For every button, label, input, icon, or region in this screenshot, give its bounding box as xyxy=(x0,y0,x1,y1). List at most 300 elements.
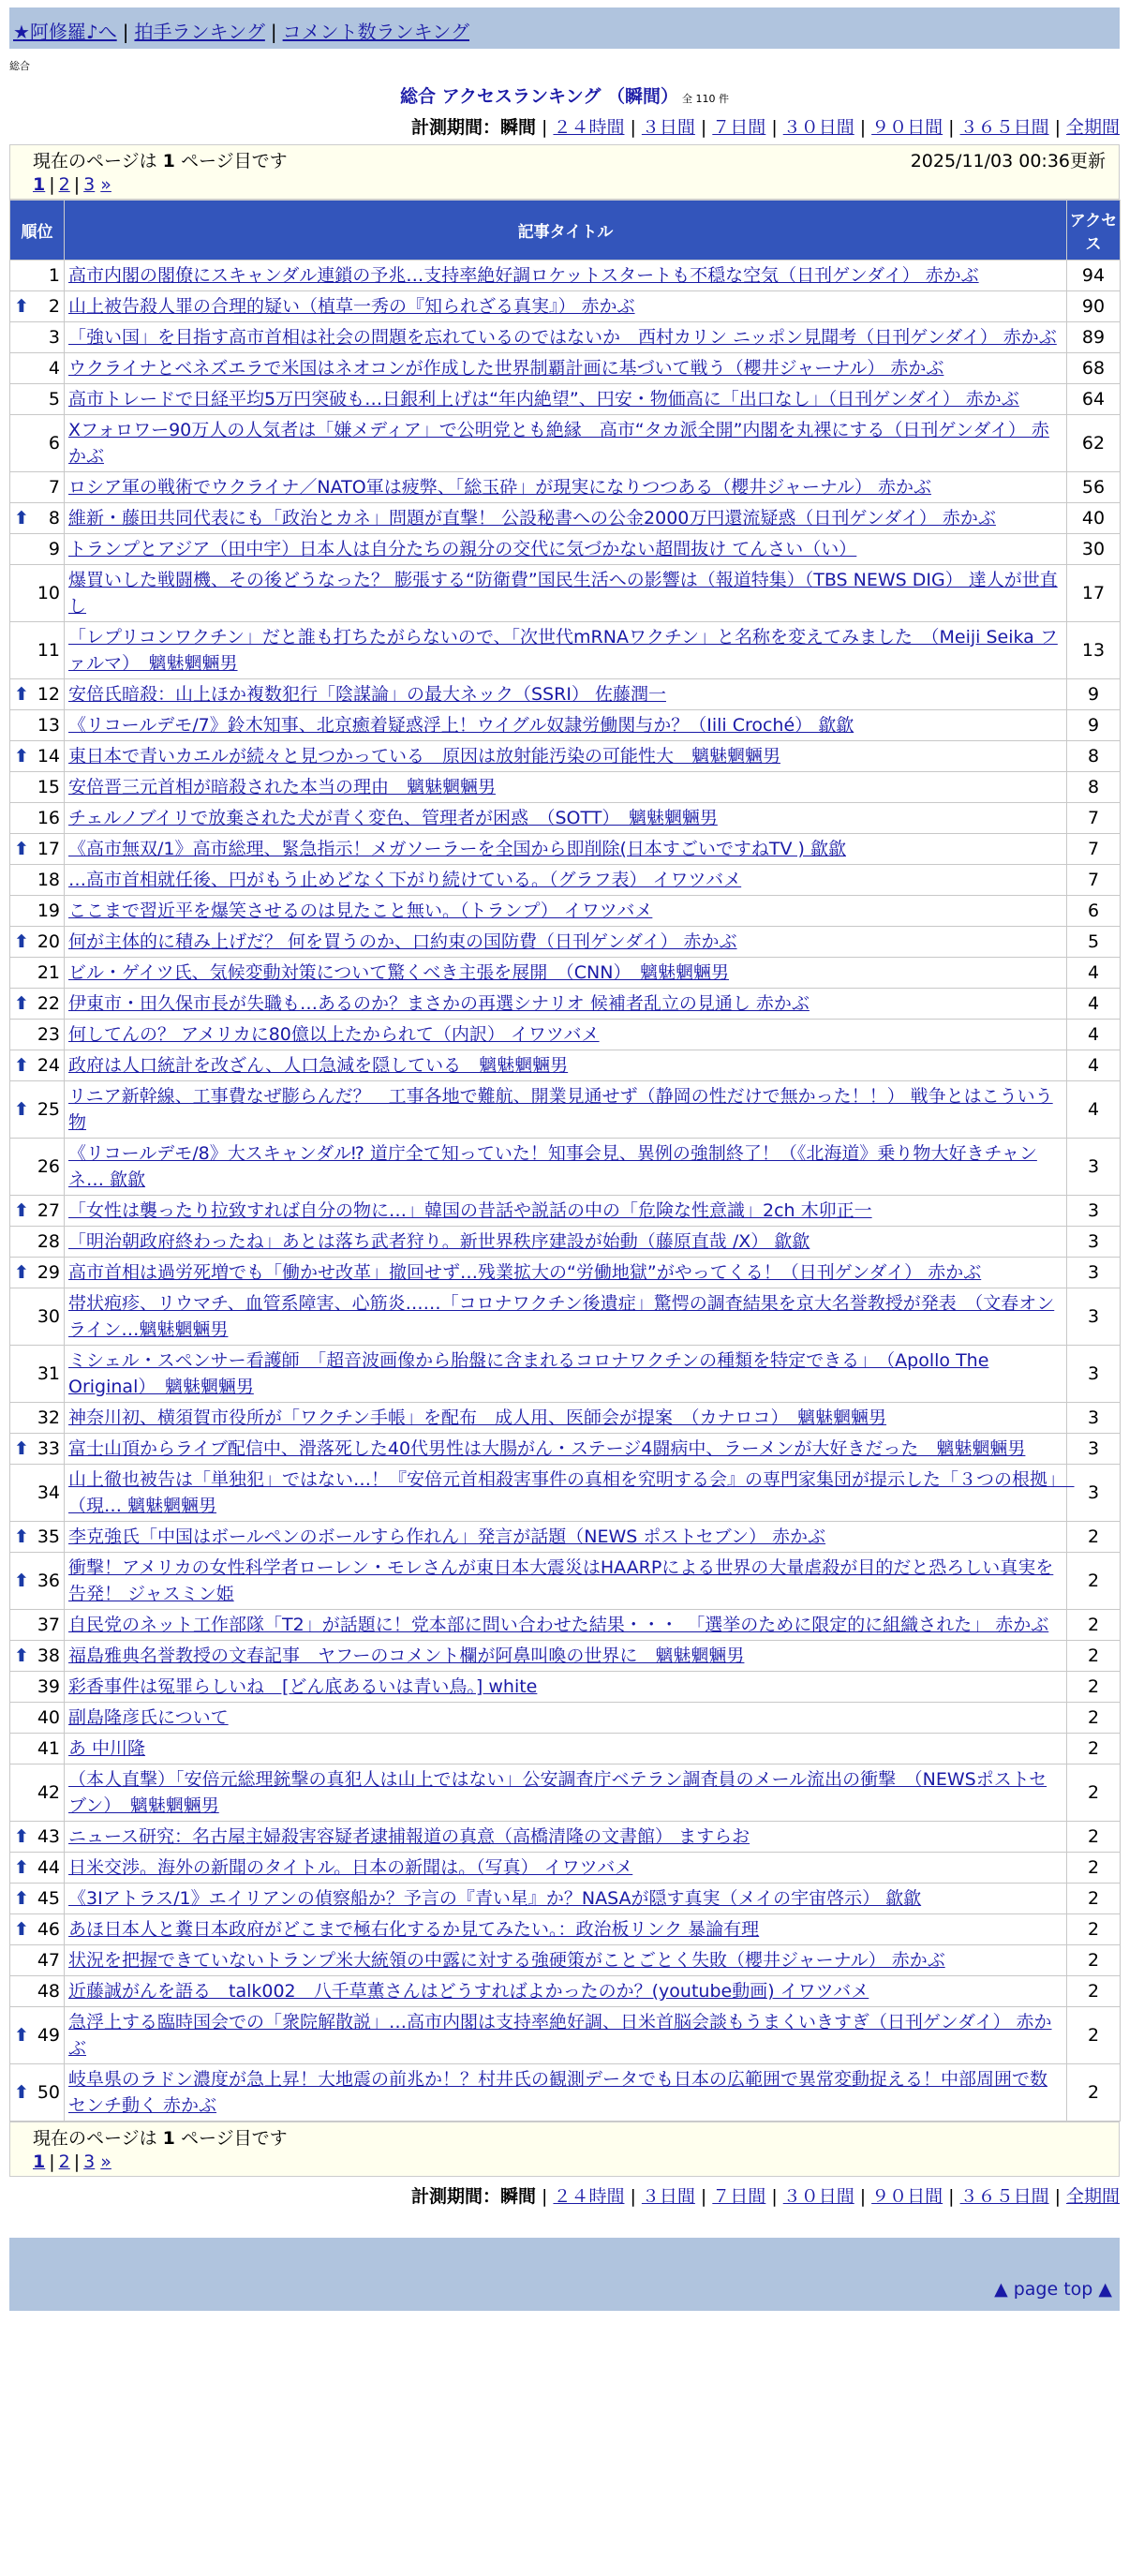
next-page-link[interactable]: » xyxy=(100,2152,111,2172)
title-cell xyxy=(65,1641,1067,1672)
article-link[interactable]: （本人直撃）「安倍元総理銃撃の真犯人は山上ではない」公安調査庁ベテラン調査員のメール流出の衝撃 （NEWSポストセブン） 魑魅魍魎男 xyxy=(68,1769,1047,1816)
updated-timestamp: 2025/11/03 00:36更新 xyxy=(910,151,1106,171)
article-link[interactable]: …高市首相就任後、円がもう止めどなく下がり続けている。（グラフ表） イワツバメ xyxy=(68,870,742,890)
article-link[interactable]: 何が主体的に積み上げだ？ 何を買うのか、口約束の国防費（日刊ゲンダイ） 赤かぶ xyxy=(68,931,737,952)
table-row xyxy=(10,1139,1121,1196)
article-link[interactable]: 伊東市・田久保市長が失職も…あるのか？まさかの再選シナリオ 候補者乱立の見通し 赤かぶ xyxy=(68,993,810,1014)
rank-up-arrow-icon: ⬆ xyxy=(14,1099,29,1120)
rank-up-arrow-icon: ⬆ xyxy=(14,296,29,317)
title-cell xyxy=(65,1945,1067,1976)
article-link[interactable]: チェルノブイリで放棄された犬が青く変色、管理者が困惑 （SOTT） 魑魅魍魎男 xyxy=(68,808,718,828)
rank-cell xyxy=(10,865,65,896)
access-count: 2 xyxy=(1067,1703,1121,1734)
title-cell xyxy=(65,384,1067,415)
separator: | xyxy=(630,2186,636,2207)
article-link[interactable]: 何してんの？ アメリカに80億以上たかられて（内訳） イワツバメ xyxy=(68,1024,600,1045)
access-count: 13 xyxy=(1067,622,1121,679)
page-link[interactable]: 2 xyxy=(58,174,70,195)
breadcrumb: 総合 xyxy=(9,60,30,72)
access-count: 2 xyxy=(1067,1641,1121,1672)
rank-number: 28 xyxy=(37,1231,60,1252)
access-count: 3 xyxy=(1067,1258,1121,1288)
table-row xyxy=(10,1258,1121,1288)
title-cell xyxy=(65,1050,1067,1081)
title-cell xyxy=(65,896,1067,927)
table-row xyxy=(10,1822,1121,1853)
article-link[interactable]: あ 中川隆 xyxy=(68,1738,146,1759)
access-count: 4 xyxy=(1067,1081,1121,1139)
rank-cell xyxy=(10,1672,65,1703)
rank-cell xyxy=(10,1465,65,1522)
table-row xyxy=(10,1884,1121,1914)
rank-number: 21 xyxy=(37,962,60,983)
article-link[interactable]: 爆買いした戦闘機、その後どうなった？ 膨張する“防衛費”国民生活への影響は（報道特集）（TBS NEWS DIG） 達人が世直し xyxy=(68,570,1058,617)
current-page-prefix: 現在のページは xyxy=(33,151,157,171)
table-row xyxy=(10,261,1121,291)
separator: | xyxy=(73,2152,81,2172)
article-link[interactable]: 急浮上する臨時国会での「衆院解散説」…高市内閣は支持率絶好調、日米首脳会談もうまくいきすぎ（日刊ゲンダイ） 赤かぶ xyxy=(68,2012,1052,2059)
rank-number: 17 xyxy=(37,839,60,859)
article-link[interactable]: 衝撃！アメリカの女性科学者ローレン・モレさんが東日本大震災はHAARPによる世界の大量虐殺が目的だと恐ろしい真実を告発！ ジャスミン姫 xyxy=(68,1557,1054,1604)
article-link[interactable]: ここまで習近平を爆笑させるのは見たこと無い。（トランプ） イワツバメ xyxy=(68,901,653,921)
table-row xyxy=(10,1346,1121,1403)
article-link[interactable]: 安倍晋三元首相が暗殺された本当の理由 魑魅魍魎男 xyxy=(68,777,497,797)
title-cell xyxy=(65,472,1067,503)
access-count: 2 xyxy=(1067,1764,1121,1822)
access-count: 7 xyxy=(1067,803,1121,834)
period-link[interactable]: ３６５日間 xyxy=(959,117,1049,138)
table-row xyxy=(10,472,1121,503)
period-link[interactable]: ７日間 xyxy=(712,2186,766,2207)
rank-cell xyxy=(10,1884,65,1914)
period-link[interactable]: 全期間 xyxy=(1065,117,1120,138)
rank-cell xyxy=(10,384,65,415)
period-link[interactable]: ３日間 xyxy=(641,2186,695,2207)
separator: | xyxy=(859,2186,867,2207)
table-row xyxy=(10,1020,1121,1050)
title-cell xyxy=(65,1703,1067,1734)
period-selector-bottom xyxy=(9,2182,1120,2208)
current-page-number: 1 xyxy=(162,151,175,171)
title-cell xyxy=(65,261,1067,291)
title-cell xyxy=(65,2007,1067,2064)
access-count: 40 xyxy=(1067,503,1121,534)
table-row xyxy=(10,1288,1121,1346)
access-count: 2 xyxy=(1067,1853,1121,1884)
page-link[interactable]: 1 xyxy=(33,174,46,195)
table-row xyxy=(10,865,1121,896)
title-cell xyxy=(65,1672,1067,1703)
article-link[interactable]: 政府は人口統計を改ざん、人口急減を隠している 魑魅魍魎男 xyxy=(68,1055,569,1076)
title-cell xyxy=(65,2064,1067,2122)
rank-number: 48 xyxy=(37,1981,60,2002)
rank-number: 42 xyxy=(37,1782,60,1803)
table-row xyxy=(10,1403,1121,1434)
rank-cell xyxy=(10,472,65,503)
page-top-link[interactable]: ▲ page top ▲ xyxy=(994,2279,1112,2300)
rank-cell xyxy=(10,710,65,741)
access-count: 90 xyxy=(1067,291,1121,322)
rank-number: 5 xyxy=(48,389,60,409)
rank-number: 20 xyxy=(37,931,60,952)
access-count: 30 xyxy=(1067,534,1121,565)
access-count: 3 xyxy=(1067,1227,1121,1258)
pager-status-row xyxy=(33,147,1106,172)
rank-number: 4 xyxy=(48,358,60,379)
table-row xyxy=(10,834,1121,865)
comment-ranking-link[interactable]: コメント数ランキング xyxy=(282,21,470,43)
rank-cell xyxy=(10,565,65,622)
table-row xyxy=(10,415,1121,472)
title-cell xyxy=(65,1884,1067,1914)
table-row xyxy=(10,1976,1121,2007)
rank-up-arrow-icon: ⬆ xyxy=(14,1571,29,1591)
rank-cell xyxy=(10,803,65,834)
title-cell xyxy=(65,1465,1075,1522)
article-link[interactable]: ミシェル・スペンサー看護師 「超音波画像から胎盤に含まれるコロナワクチンの種類を特定できる」 （Apollo The Original） 魑魅魍魎男 xyxy=(68,1350,989,1397)
article-link[interactable]: 「女性は襲ったり拉致すれば自分の物に…」韓国の昔話や説話の中の「危険な性意識」2ch 木卯正一 xyxy=(68,1200,872,1221)
rank-cell xyxy=(10,1641,65,1672)
table-row xyxy=(10,1227,1121,1258)
rank-number: 35 xyxy=(37,1526,60,1547)
rank-cell xyxy=(10,1764,65,1822)
rank-number: 27 xyxy=(37,1200,60,1221)
title-cell xyxy=(65,1853,1067,1884)
access-count: 9 xyxy=(1067,679,1121,710)
rank-up-arrow-icon: ⬆ xyxy=(14,931,29,952)
separator: | xyxy=(771,117,778,138)
article-link[interactable]: 安倍氏暗殺：山上ほか複数犯行「陰謀論」の最大ネック（SSRI） 佐藤潤一 xyxy=(68,684,666,705)
title-cell xyxy=(65,1346,1067,1403)
access-count: 3 xyxy=(1067,1288,1121,1346)
rank-up-arrow-icon: ⬆ xyxy=(14,1888,29,1909)
title-cell xyxy=(65,741,1067,772)
title-cell xyxy=(65,1196,1067,1227)
period-link[interactable]: ３０日間 xyxy=(782,2186,854,2207)
title-cell xyxy=(65,1020,1067,1050)
table-row xyxy=(10,989,1121,1020)
period-link[interactable]: ３６５日間 xyxy=(959,2186,1049,2207)
article-link[interactable]: 東日本で青いカエルが続々と見つかっている 原因は放射能汚染の可能性大 魑魅魍魎男 xyxy=(68,746,781,767)
article-link[interactable]: 山上徹也被告は「単独犯」ではない…！『安倍元首相殺害事件の真相を究明する会』の専門家集団が提示した「３つの根拠」 （現… 魑魅魍魎男 xyxy=(68,1469,1075,1516)
table-row xyxy=(10,2064,1121,2122)
table-row xyxy=(10,1853,1121,1884)
title-cell xyxy=(65,834,1067,865)
pager-top xyxy=(9,144,1120,200)
rank-cell xyxy=(10,1945,65,1976)
rank-up-arrow-icon: ⬆ xyxy=(14,2025,29,2046)
article-link[interactable]: 彩香事件は冤罪らしいね [どん底あるいは青い鳥。] white xyxy=(68,1676,538,1697)
article-link[interactable]: あほ日本人と糞日本政府がどこまで極右化するか見てみたい。：政治板リンク 暴論有理 xyxy=(68,1919,760,1940)
access-count: 9 xyxy=(1067,710,1121,741)
separator: | xyxy=(542,117,548,138)
title-cell xyxy=(65,772,1067,803)
article-link[interactable]: ウクライナとベネズエラで米国はネオコンが作成した世界制覇計画に基づいて戦う（櫻井ジャーナル） 赤かぶ xyxy=(68,358,944,379)
rank-number: 26 xyxy=(37,1156,60,1177)
rank-cell xyxy=(10,1139,65,1196)
access-count: 68 xyxy=(1067,353,1121,384)
article-link[interactable]: 神奈川初、横須賀市役所が「ワクチン手帳」を配布 成人用、医師会が提案 （カナロコ） 魑魅魍魎男 xyxy=(68,1407,887,1428)
article-link[interactable]: 帯状疱疹、リウマチ、血管系障害、心筋炎……「コロナワクチン後遺症」驚愕の調査結果を京大名誉教授が発表 （文春オンライン…魑魅魍魎男 xyxy=(68,1293,1055,1340)
table-row xyxy=(10,1465,1121,1522)
title-cell xyxy=(65,322,1067,353)
access-count: 3 xyxy=(1067,1434,1121,1465)
article-link[interactable]: 維新・藤田共同代表にも「政治とカネ」問題が直撃！ 公設秘書への公金2000万円還流疑惑（日刊ゲンダイ） 赤かぶ xyxy=(68,508,996,529)
period-link[interactable]: ２４時間 xyxy=(553,2186,625,2207)
article-link[interactable]: 《3Iアトラス/1》エイリアンの偵察船か？予言の『青い星』か？NASAが隠す真実（メイの宇宙啓示） 歙歙 xyxy=(68,1888,922,1909)
rank-cell xyxy=(10,261,65,291)
access-count: 2 xyxy=(1067,1945,1121,1976)
article-link[interactable]: 状況を把握できていないトランプ米大統領の中露に対する強硬策がことごとく失敗（櫻井ジャーナル） 赤かぶ xyxy=(68,1950,945,1971)
article-link[interactable]: 山上被告殺人罪の合理的疑い（植草一秀の『知られざる真実』） 赤かぶ xyxy=(68,296,635,317)
title-cell xyxy=(65,353,1067,384)
title-cell xyxy=(65,1734,1067,1764)
access-count: 3 xyxy=(1067,1403,1121,1434)
article-link[interactable]: ニュース研究：名古屋主婦殺害容疑者逮捕報道の真意（高橋清隆の文書館） ますらお xyxy=(68,1826,750,1847)
table-row xyxy=(10,803,1121,834)
rank-number: 33 xyxy=(37,1438,60,1459)
page-link[interactable]: 1 xyxy=(33,2152,46,2172)
rank-cell xyxy=(10,1703,65,1734)
access-count: 4 xyxy=(1067,958,1121,989)
table-row xyxy=(10,1734,1121,1764)
access-count: 7 xyxy=(1067,865,1121,896)
access-count: 2 xyxy=(1067,2064,1121,2122)
rank-cell xyxy=(10,927,65,958)
total-count: 全 110 件 xyxy=(682,93,730,105)
rank-number: 18 xyxy=(37,870,60,890)
rank-cell xyxy=(10,958,65,989)
page-link[interactable]: 3 xyxy=(83,174,96,195)
title-cell xyxy=(65,710,1067,741)
access-count: 2 xyxy=(1067,1522,1121,1553)
rank-header: 順位 xyxy=(10,201,65,261)
table-row xyxy=(10,534,1121,565)
table-row xyxy=(10,1672,1121,1703)
period-link[interactable]: ９０日間 xyxy=(871,117,943,138)
period-label: 計測期間： xyxy=(411,117,501,138)
access-count: 4 xyxy=(1067,1050,1121,1081)
table-row xyxy=(10,384,1121,415)
rank-number: 23 xyxy=(37,1024,60,1045)
period-link[interactable]: ３日間 xyxy=(641,117,695,138)
table-row xyxy=(10,1050,1121,1081)
access-count: 17 xyxy=(1067,565,1121,622)
table-row xyxy=(10,896,1121,927)
rank-cell xyxy=(10,1288,65,1346)
title-cell xyxy=(65,622,1067,679)
current-page-suffix: ページ目です xyxy=(180,2128,288,2149)
title-cell xyxy=(65,1227,1067,1258)
title-cell xyxy=(65,1258,1067,1288)
title-cell xyxy=(65,503,1067,534)
rank-up-arrow-icon: ⬆ xyxy=(14,1919,29,1940)
rank-number: 25 xyxy=(37,1099,60,1120)
article-link[interactable]: 「レプリコンワクチン」だと誰も打ちたがらないので、「次世代mRNAワクチン」と名称を変えてみました （Meiji Seika ファルマ） 魑魅魍魎男 xyxy=(68,627,1058,674)
rank-cell xyxy=(10,1914,65,1945)
access-count: 2 xyxy=(1067,1553,1121,1610)
rank-number: 8 xyxy=(48,508,60,529)
access-count: 2 xyxy=(1067,1734,1121,1764)
rank-number: 32 xyxy=(37,1407,60,1428)
article-link[interactable]: 高市首相は過労死増でも「働かせ改革」撤回せず…残業拡大の“労働地獄”がやってくる！（日刊ゲンダイ） 赤かぶ xyxy=(68,1262,982,1283)
access-count: 3 xyxy=(1067,1196,1121,1227)
rank-number: 29 xyxy=(37,1262,60,1283)
access-count: 5 xyxy=(1067,927,1121,958)
rank-cell xyxy=(10,1403,65,1434)
rank-cell xyxy=(10,1081,65,1139)
rank-number: 10 xyxy=(37,583,60,603)
table-row xyxy=(10,1522,1121,1553)
rank-number: 11 xyxy=(37,640,60,661)
access-count: 2 xyxy=(1067,1610,1121,1641)
separator: | xyxy=(49,2152,55,2172)
article-link[interactable]: 岐阜県のラドン濃度が急上昇！大地震の前兆か！？村井氏の観測データでも日本の広範囲で異常変動捉える！中部周囲で数センチ動く 赤かぶ xyxy=(68,2069,1048,2116)
table-row xyxy=(10,1764,1121,1822)
title-cell xyxy=(65,565,1067,622)
article-link[interactable]: ロシア軍の戦術でウクライナ／NATO軍は疲弊、「総玉砕」が現実になりつつある（櫻井ジャーナル） 赤かぶ xyxy=(68,477,931,498)
rank-cell xyxy=(10,834,65,865)
rank-number: 6 xyxy=(48,433,60,454)
title-header: 記事タイトル xyxy=(65,201,1067,261)
period-link[interactable]: ３０日間 xyxy=(782,117,854,138)
rank-cell xyxy=(10,1822,65,1853)
title-cell xyxy=(65,927,1067,958)
rank-cell xyxy=(10,1020,65,1050)
access-header: アクセス xyxy=(1067,201,1121,261)
article-link[interactable]: Xフォロワー90万人の人気者は「嫌メディア」で公明党とも絶縁 高市“タカ派全開”内閣を丸裸にする（日刊ゲンダイ） 赤かぶ xyxy=(68,420,1049,467)
rank-cell xyxy=(10,1227,65,1258)
separator: | xyxy=(771,2186,778,2207)
separator: | xyxy=(73,174,81,195)
rank-cell xyxy=(10,1258,65,1288)
separator: | xyxy=(270,21,277,43)
next-page-link[interactable]: » xyxy=(100,174,111,195)
clap-ranking-link[interactable]: 拍手ランキング xyxy=(134,21,265,43)
access-count: 8 xyxy=(1067,772,1121,803)
article-link[interactable]: 《リコールデモ/8》大スキャンダル⁉ 道庁全て知っていた！知事会見、異例の強制終了！（《北海道》乗り物大好きチャンネ… 歙歙 xyxy=(68,1143,1037,1190)
access-count: 89 xyxy=(1067,322,1121,353)
table-row xyxy=(10,710,1121,741)
period-link[interactable]: 全期間 xyxy=(1065,2186,1120,2207)
rank-number: 24 xyxy=(37,1055,60,1076)
rank-cell xyxy=(10,1734,65,1764)
separator: | xyxy=(49,174,55,195)
rank-cell xyxy=(10,896,65,927)
rank-number: 7 xyxy=(48,477,60,498)
separator: | xyxy=(1054,2186,1061,2207)
rank-cell xyxy=(10,503,65,534)
table-row xyxy=(10,1434,1121,1465)
table-row xyxy=(10,291,1121,322)
current-page-prefix: 現在のページは xyxy=(33,2128,157,2149)
rank-up-arrow-icon: ⬆ xyxy=(14,1645,29,1666)
table-row xyxy=(10,1945,1121,1976)
page-title: 総合 アクセスランキング （瞬間） xyxy=(399,86,679,107)
access-count: 2 xyxy=(1067,1822,1121,1853)
article-link[interactable]: 「強い国」を目指す高市首相は社会の問題を忘れているのではないか 西村カリン ニッポン見聞考（日刊ゲンダイ） 赤かぶ xyxy=(68,327,1057,348)
table-row xyxy=(10,927,1121,958)
rank-cell xyxy=(10,2064,65,2122)
rank-number: 2 xyxy=(48,296,60,317)
separator: | xyxy=(542,2186,548,2207)
page-link[interactable]: 2 xyxy=(58,2152,70,2172)
ranking-table xyxy=(9,200,1121,2122)
article-link[interactable]: 《高市無双/1》高市総理、緊急指示！メガソーラーを全国から即削除(日本すごいですねTV ) 歙歙 xyxy=(68,839,846,859)
article-link[interactable]: 富士山頂からライブ配信中、滑落死した40代男性は大腸がん・ステージ4闘病中、ラーメンが大好きだった 魑魅魍魎男 xyxy=(68,1438,1026,1459)
table-row xyxy=(10,1703,1121,1734)
article-link[interactable]: 高市トレードで日経平均5万円突破も…日銀利上げは“年内絶望”、円安・物価高に「出口なし」（日刊ゲンダイ） 赤かぶ xyxy=(68,389,1019,409)
article-link[interactable]: ビル・ゲイツ氏、気候変動対策について驚くべき主張を展開 （CNN） 魑魅魍魎男 xyxy=(68,962,729,983)
table-row xyxy=(10,565,1121,622)
title-cell xyxy=(65,1822,1067,1853)
rank-up-arrow-icon: ⬆ xyxy=(14,508,29,529)
current-page-number: 1 xyxy=(162,2128,175,2149)
rank-cell xyxy=(10,679,65,710)
title-cell xyxy=(65,1434,1067,1465)
page-link[interactable]: 3 xyxy=(83,2152,96,2172)
rank-up-arrow-icon: ⬆ xyxy=(14,1200,29,1221)
current-page-text xyxy=(33,2124,288,2150)
title-cell xyxy=(65,415,1067,472)
rank-up-arrow-icon: ⬆ xyxy=(14,1526,29,1547)
article-link[interactable]: 副島隆彦氏について xyxy=(68,1707,229,1728)
article-link[interactable]: 日米交渉。海外の新聞のタイトル。日本の新聞は。（写真） イワツバメ xyxy=(68,1857,633,1878)
table-row xyxy=(10,322,1121,353)
article-link[interactable]: トランプとアジア（田中宇）日本人は自分たちの親分の交代に気づかない超間抜け てんさい（い） xyxy=(68,539,857,559)
access-count: 3 xyxy=(1067,1465,1121,1522)
table-row xyxy=(10,2007,1121,2064)
current-page-suffix: ページ目です xyxy=(180,151,288,171)
period-current: 瞬間 xyxy=(500,2186,537,2207)
rank-number: 37 xyxy=(37,1615,60,1635)
table-row xyxy=(10,772,1121,803)
article-link[interactable]: 高市内閣の閣僚にスキャンダル連鎖の予兆…支持率絶好調ロケットスタートも不穏な空気（日刊ゲンダイ） 赤かぶ xyxy=(68,265,979,286)
page-title-wrap xyxy=(0,82,1129,108)
home-link[interactable]: ★阿修羅♪へ xyxy=(13,21,117,43)
title-cell xyxy=(65,1522,1067,1553)
rank-up-arrow-icon: ⬆ xyxy=(14,993,29,1014)
article-link[interactable]: リニア新幹線、工事費なぜ膨らんだ？ 工事各地で難航、開業見通せず（静岡の性だけで無かった！！） 戦争とはこういう物 xyxy=(68,1086,1053,1133)
rank-number: 12 xyxy=(37,684,60,705)
rank-cell xyxy=(10,1553,65,1610)
rank-up-arrow-icon: ⬆ xyxy=(14,1438,29,1459)
access-count: 3 xyxy=(1067,1139,1121,1196)
rank-number: 46 xyxy=(37,1919,60,1940)
rank-cell xyxy=(10,1522,65,1553)
separator: | xyxy=(700,2186,707,2207)
rank-number: 45 xyxy=(37,1888,60,1909)
access-count: 2 xyxy=(1067,1672,1121,1703)
access-count: 7 xyxy=(1067,834,1121,865)
current-page-text xyxy=(33,147,288,172)
footer-bar xyxy=(9,2238,1120,2273)
pager-bottom xyxy=(9,2122,1120,2177)
article-link[interactable]: 近藤誠がんを語る talk002 八千草薫さんはどうすればよかったのか？(youtube動画) イワツバメ xyxy=(68,1981,869,2002)
article-link[interactable]: 《リコールデモ/7》鈴木知事、北京癒着疑惑浮上！ウイグル奴隷労働関与か？（Iili Croché） 歙歙 xyxy=(68,715,854,736)
article-link[interactable]: 福島雅典名誉教授の文春記事 ヤフーのコメント欄が阿鼻叫喚の世界に 魑魅魍魎男 xyxy=(68,1645,745,1666)
article-link[interactable]: 李克強氏「中国はボールペンのボールすら作れん」発言が話題（NEWS ポストセブン） 赤かぶ xyxy=(68,1526,826,1547)
rank-number: 31 xyxy=(37,1363,60,1384)
period-link[interactable]: ９０日間 xyxy=(871,2186,943,2207)
article-link[interactable]: 自民党のネット工作部隊「T2」が話題に！党本部に問い合わせた結果・・・ 「選挙のために限定的に組織された」 赤かぶ xyxy=(68,1615,1049,1635)
rank-cell xyxy=(10,534,65,565)
article-link[interactable]: 「明治朝政府終わったね」あとは落ち武者狩り。新世界秩序建設が始動（藤原直哉 /X） 歙歙 xyxy=(68,1231,810,1252)
rank-number: 38 xyxy=(37,1645,60,1666)
period-link[interactable]: ７日間 xyxy=(712,117,766,138)
period-link[interactable]: ２４時間 xyxy=(553,117,625,138)
rank-cell xyxy=(10,622,65,679)
